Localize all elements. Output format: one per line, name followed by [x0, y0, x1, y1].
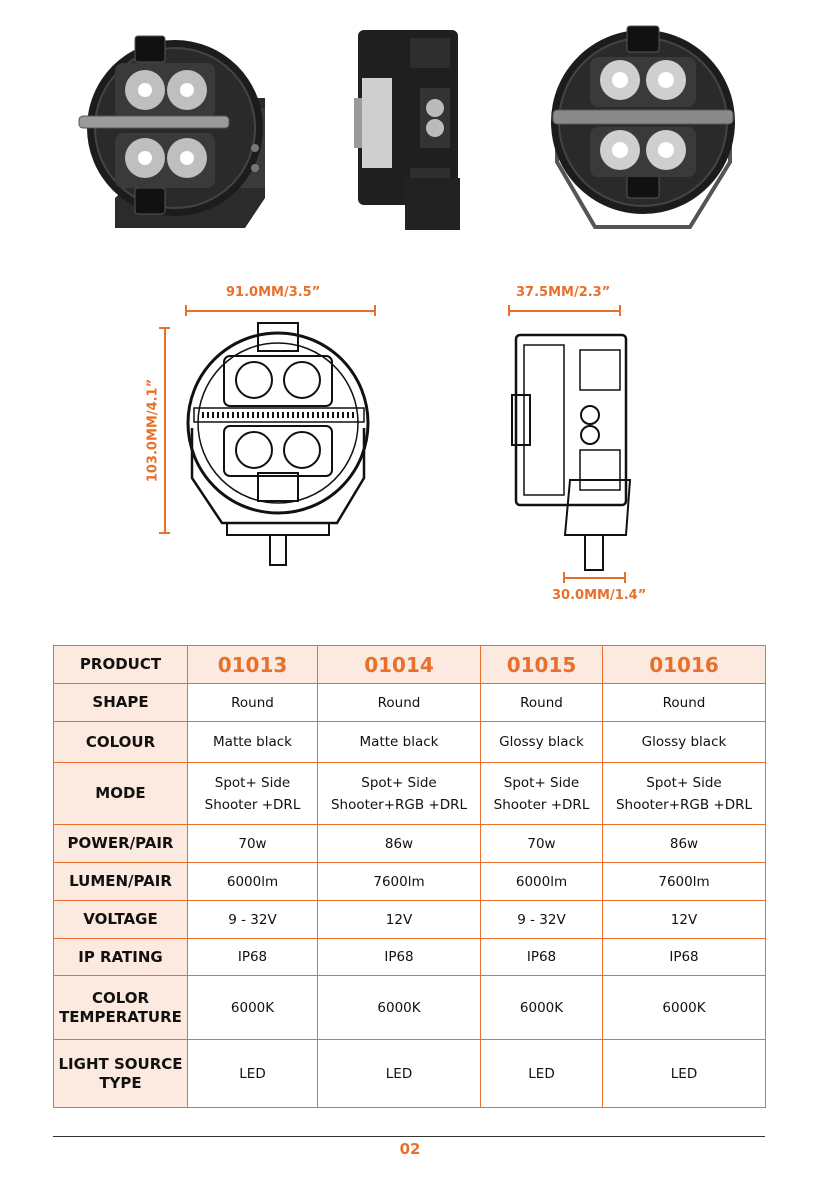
- dimension-width-label: 91.0MM/3.5”: [226, 285, 321, 300]
- product-code: 01015: [481, 646, 603, 684]
- product-code: 01014: [318, 646, 481, 684]
- dimension-width-line: [185, 310, 375, 312]
- table-cell: Glossy black: [603, 722, 766, 763]
- table-cell: Matte black: [318, 722, 481, 763]
- table-row: [54, 1040, 766, 1108]
- dimension-height-tick-top: [159, 327, 170, 329]
- table-cell: Matte black: [188, 722, 318, 763]
- dimension-bracket-tick-right: [624, 572, 626, 583]
- table-cell: 70w: [188, 825, 318, 863]
- row-label: POWER/PAIR: [54, 825, 188, 863]
- table-cell: Round: [603, 684, 766, 722]
- table-row: [54, 901, 766, 939]
- table-cell: 12V: [603, 901, 766, 939]
- table-cell: LED: [481, 1040, 603, 1108]
- row-label: SHAPE: [54, 684, 188, 722]
- table-cell: 9 - 32V: [188, 901, 318, 939]
- table-cell: 86w: [318, 825, 481, 863]
- footer-divider: [53, 1136, 765, 1137]
- table-cell: 12V: [318, 901, 481, 939]
- table-cell: IP68: [318, 939, 481, 976]
- table-cell: LED: [188, 1040, 318, 1108]
- product-photo-side: [350, 28, 470, 233]
- table-cell: 7600lm: [318, 863, 481, 901]
- drawing-side: [510, 330, 640, 575]
- table-row: [54, 976, 766, 1040]
- table-cell: Spot+ Side Shooter +DRL: [481, 763, 603, 825]
- dimension-depth-label: 37.5MM/2.3”: [516, 285, 611, 300]
- table-cell: LED: [318, 1040, 481, 1108]
- product-code: 01013: [188, 646, 318, 684]
- table-cell: 7600lm: [603, 863, 766, 901]
- dimension-width-tick-right: [374, 305, 376, 316]
- table-cell: 6000K: [603, 976, 766, 1040]
- table-cell: Glossy black: [481, 722, 603, 763]
- table-cell: Spot+ Side Shooter+RGB +DRL: [318, 763, 481, 825]
- table-cell: IP68: [481, 939, 603, 976]
- table-cell: 6000lm: [188, 863, 318, 901]
- row-label: MODE: [54, 763, 188, 825]
- table-cell: IP68: [603, 939, 766, 976]
- table-row: [54, 684, 766, 722]
- product-photo-front: [535, 22, 750, 234]
- row-label: COLOR TEMPERATURE: [54, 976, 188, 1040]
- dimension-bracket-tick-left: [563, 572, 565, 583]
- row-label: LUMEN/PAIR: [54, 863, 188, 901]
- table-row: [54, 863, 766, 901]
- dimension-height-tick-bottom: [159, 532, 170, 534]
- table-cell: 6000K: [318, 976, 481, 1040]
- row-label: COLOUR: [54, 722, 188, 763]
- table-cell: 70w: [481, 825, 603, 863]
- table-row: [54, 825, 766, 863]
- table-header-row: [54, 646, 766, 684]
- table-cell: Spot+ Side Shooter+RGB +DRL: [603, 763, 766, 825]
- dimension-depth-tick-right: [619, 305, 621, 316]
- table-row: [54, 763, 766, 825]
- table-cell: Round: [318, 684, 481, 722]
- product-photo-angled: [75, 28, 275, 238]
- table-cell: 6000K: [188, 976, 318, 1040]
- table-cell: 9 - 32V: [481, 901, 603, 939]
- table-row: [54, 722, 766, 763]
- table-cell: Round: [188, 684, 318, 722]
- spec-table: [53, 645, 766, 1108]
- dimension-height-line: [164, 327, 166, 533]
- table-cell: IP68: [188, 939, 318, 976]
- dimension-bracket-line: [563, 577, 625, 579]
- table-cell: 86w: [603, 825, 766, 863]
- row-label: IP RATING: [54, 939, 188, 976]
- dimension-depth-tick-left: [508, 305, 510, 316]
- dimension-height-label: 103.0MM/4.1”: [145, 378, 161, 483]
- table-cell: 6000lm: [481, 863, 603, 901]
- table-cell: LED: [603, 1040, 766, 1108]
- page-number: 02: [399, 1140, 421, 1158]
- table-row: [54, 939, 766, 976]
- table-cell: Spot+ Side Shooter +DRL: [188, 763, 318, 825]
- dimension-bracket-label: 30.0MM/1.4”: [552, 588, 647, 603]
- dimension-depth-line: [508, 310, 620, 312]
- drawing-front: [172, 318, 382, 568]
- table-header-label: PRODUCT: [54, 646, 188, 684]
- table-cell: Round: [481, 684, 603, 722]
- table-cell: 6000K: [481, 976, 603, 1040]
- dimension-width-tick-left: [185, 305, 187, 316]
- product-code: 01016: [603, 646, 766, 684]
- row-label: LIGHT SOURCE TYPE: [54, 1040, 188, 1108]
- row-label: VOLTAGE: [54, 901, 188, 939]
